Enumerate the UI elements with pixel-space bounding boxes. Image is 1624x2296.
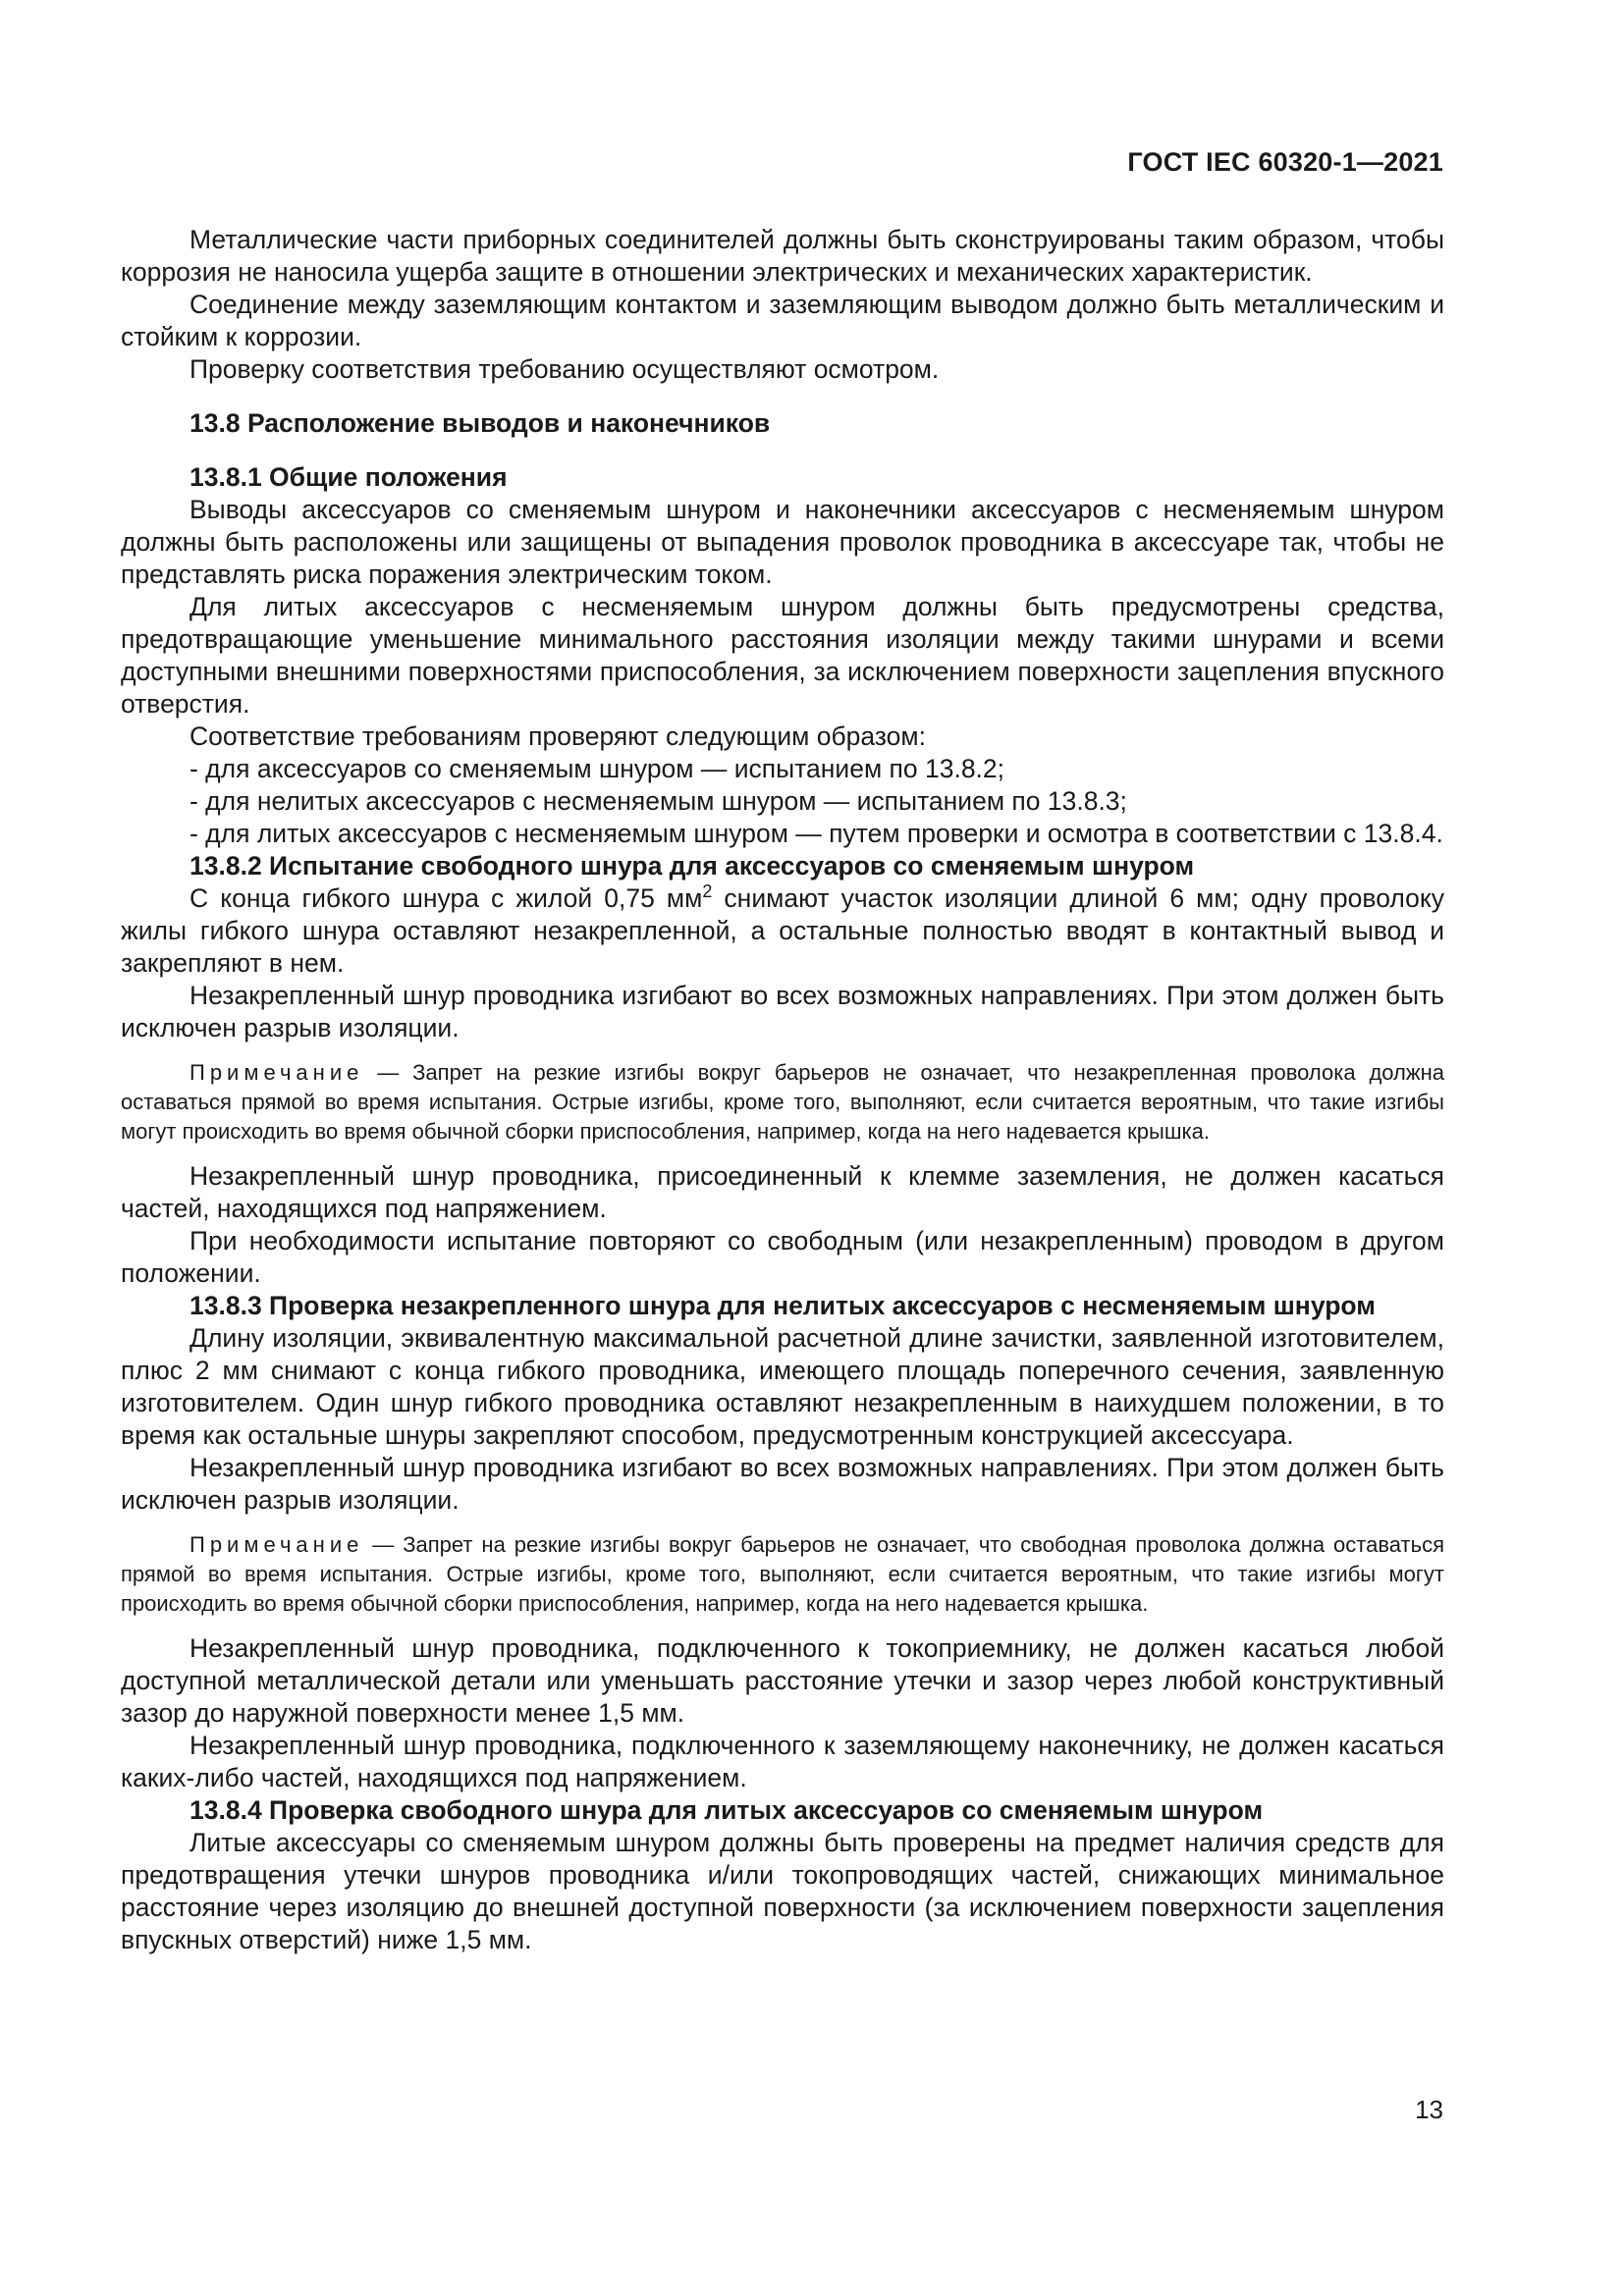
paragraph: Длину изоляции, эквивалентную максимальной расчетной длине зачистки, заявленной изготовителем, плюс 2 мм снимают с конца гибкого проводника, имеющего площадь поперечного сечения, заявленную изготовителем. Один шнур гибкого проводника оставляют незакрепленным в наихудшем положении, в то время как остальные шнуры закрепляют способом, предусмотренным конструкцией аксессуара. — [121, 1323, 1444, 1450]
paragraph: Незакрепленный шнур проводника изгибают во всех возможных направлениях. При этом должен быть исключен разрыв изоляции. — [121, 981, 1444, 1042]
page-number: 13 — [1415, 2095, 1443, 2124]
note-label: Примечание — [189, 1060, 364, 1085]
paragraph: Проверку соответствия требованию осуществляют осмотром. — [189, 354, 940, 384]
paragraph: Незакрепленный шнур проводника, присоединенный к клемме заземления, не должен касаться частей, находящихся под напряжением. — [121, 1161, 1444, 1223]
note-text: — Запрет на резкие изгибы вокруг барьеров не означает, что незакрепленная проволока должна оставаться прямой во время испытания. Острые изгибы, кроме того, выполняют, если считается вероятным, что такие изгибы могут происходить во время обычной сборки приспособления, например, когда на него надевается крышка. — [121, 1060, 1444, 1144]
paragraph: Соответствие требованиям проверяют следующим образом: — [189, 721, 926, 751]
paragraph: Соединение между заземляющим контактом и заземляющим выводом должно быть металлическим и стойким к коррозии. — [121, 290, 1444, 351]
section-heading-13-8-2: 13.8.2 Испытание свободного шнура для аксессуаров со сменяемым шнуром — [189, 851, 1195, 881]
note-label: Примечание — [189, 1532, 364, 1557]
list-item: - для аксессуаров со сменяемым шнуром — испытанием по 13.8.2; — [189, 754, 1005, 783]
section-heading-13-8: 13.8 Расположение выводов и наконечников — [189, 408, 771, 438]
list-item: - для нелитых аксессуаров с несменяемым шнуром — испытанием по 13.8.3; — [189, 786, 1127, 816]
paragraph: Выводы аксессуаров со сменяемым шнуром и наконечники аксессуаров с несменяемым шнуром должны быть расположены или защищены от выпадения проволок проводника в аксессуаре так, чтобы не представлять риска поражения электрическим током. — [121, 495, 1444, 589]
list-item: - для литых аксессуаров с несменяемым шнуром — путем проверки и осмотра в соответствии с 13.8.4. — [189, 819, 1443, 848]
superscript: 2 — [702, 881, 713, 902]
paragraph — [121, 882, 1444, 980]
paragraph: Незакрепленный шнур проводника, подключенного к токоприемнику, не должен касаться любой доступной металлической детали или уменьшать расстояние утечки и зазор через любой конструктивный зазор до наружной поверхности менее 1,5 мм. — [121, 1633, 1444, 1728]
note-text: — Запрет на резкие изгибы вокруг барьеров не означает, что свободная проволока должна оставаться прямой во время испытания. Острые изгибы, кроме того, выполняют, если считается вероятным, что такие изгибы могут происходить во время обычной сборки приспособления, например, когда на него надевается крышка. — [121, 1532, 1444, 1616]
paragraph: Незакрепленный шнур проводника, подключенного к заземляющему наконечнику, не должен касаться каких-либо частей, находящихся под напряжением. — [121, 1731, 1444, 1792]
paragraph: Для литых аксессуаров с несменяемым шнуром должны быть предусмотрены средства, предотвращающие уменьшение минимального расстояния изоляции между такими шнурами и всеми доступными внешними поверхностями приспособления, за исключением поверхности зацепления впускного отверстия. — [121, 592, 1444, 719]
paragraph: Металлические части приборных соединителей должны быть сконструированы таким образом, чтобы коррозия не наносила ущерба защите в отношении электрических и механических характеристик. — [121, 225, 1444, 287]
document-header: ГОСТ IEC 60320-1—2021 — [1127, 147, 1443, 177]
paragraph: При необходимости испытание повторяют со свободным (или незакрепленным) проводом в другом положении. — [121, 1226, 1444, 1288]
note — [121, 1058, 1444, 1147]
section-heading-13-8-3: 13.8.3 Проверка незакрепленного шнура для нелитых аксессуаров с несменяемым шнуром — [189, 1291, 1376, 1320]
paragraph: Литые аксессуары со сменяемым шнуром должны быть проверены на предмет наличия средств для предотвращения утечки шнуров проводника и/или токопроводящих частей, снижающих минимальное расстояние через изоляцию до внешней доступной поверхности (за исключением поверхности зацепления впускных отверстий) ниже 1,5 мм. — [121, 1828, 1444, 1954]
section-heading-13-8-1: 13.8.1 Общие положения — [189, 462, 508, 492]
section-heading-13-8-4: 13.8.4 Проверка свободного шнура для литых аксессуаров со сменяемым шнуром — [189, 1795, 1264, 1825]
paragraph-text: снимают участок изоляции длиной 6 мм; одну проволоку жилы гибкого шнура оставляют незакрепленной, а остальные полностью вводят в контактный вывод и закрепляют в нем. — [121, 883, 1444, 978]
paragraph-text: С конца гибкого шнура с жилой 0,75 мм — [189, 883, 703, 913]
paragraph: Незакрепленный шнур проводника изгибают во всех возможных направлениях. При этом должен быть исключен разрыв изоляции. — [121, 1453, 1444, 1515]
document-body — [121, 224, 1444, 1956]
note — [121, 1530, 1444, 1619]
